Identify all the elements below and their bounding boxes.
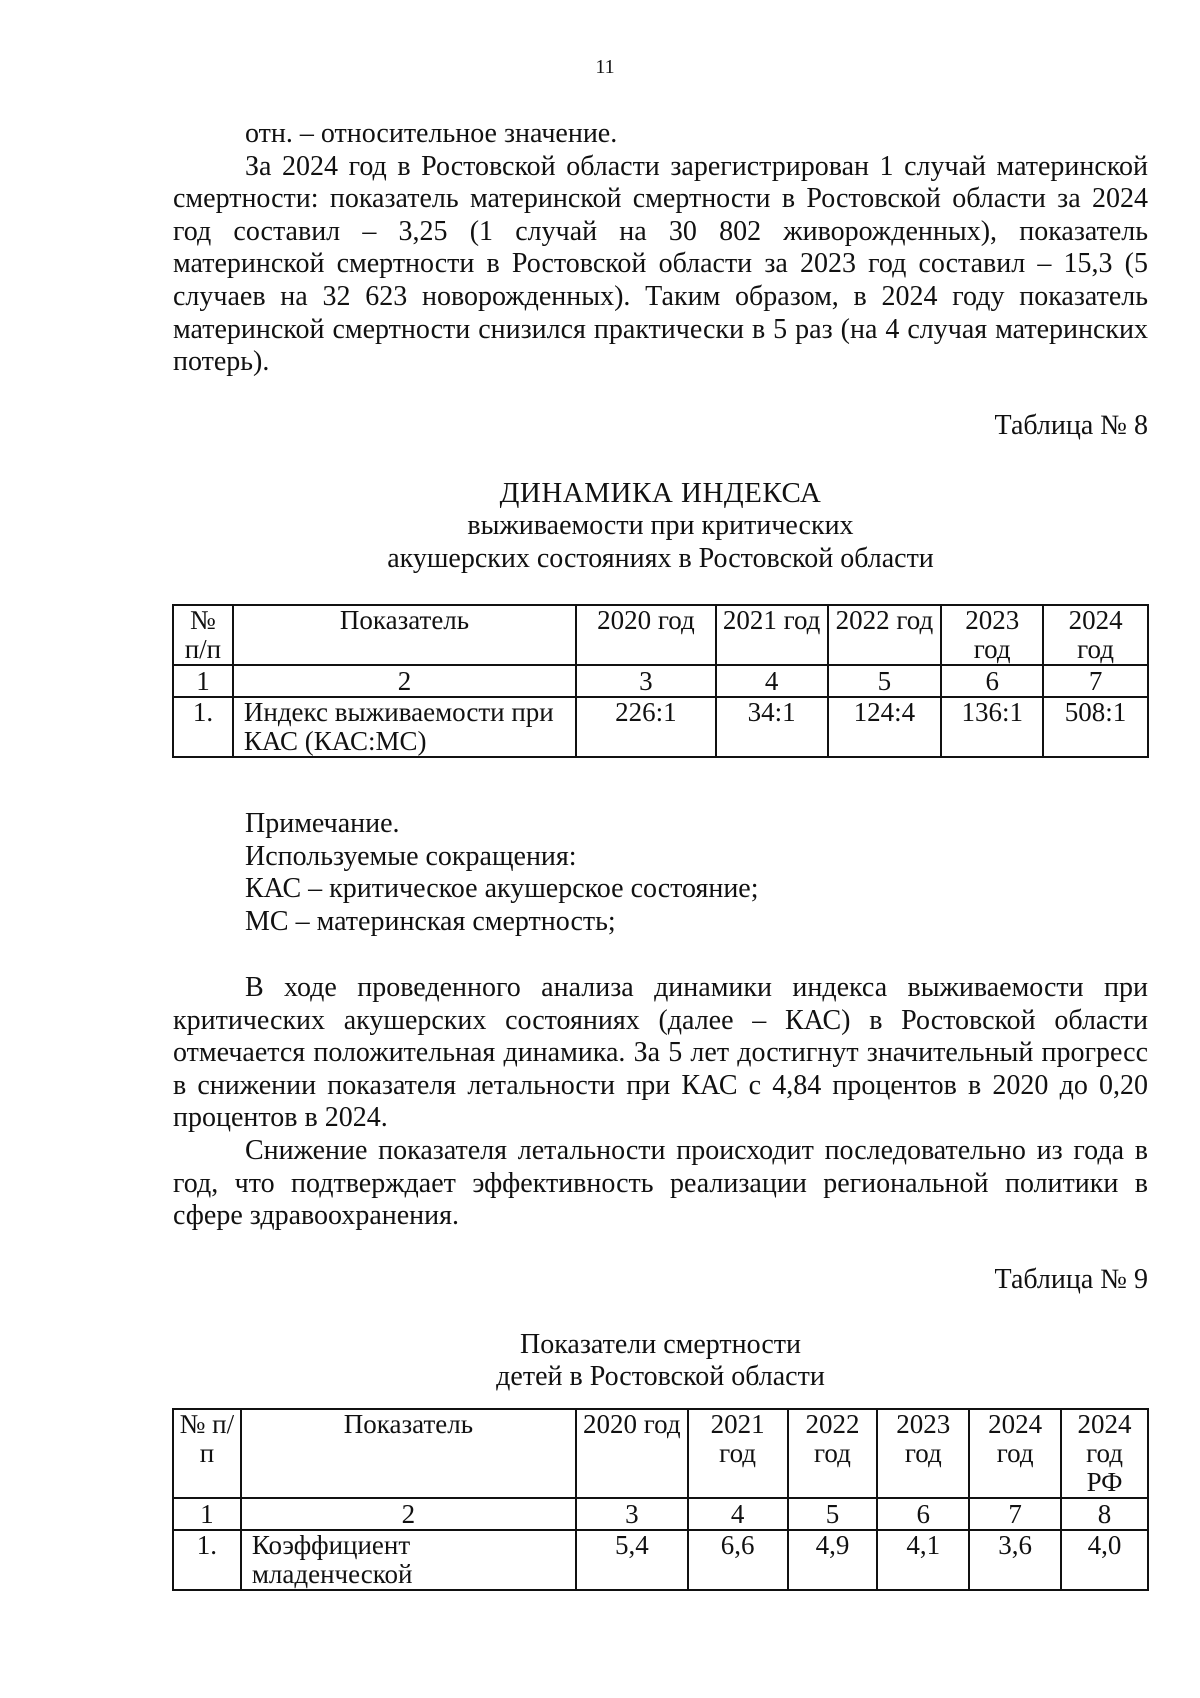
table9-title: Показатели смертности bbox=[520, 1328, 801, 1360]
table9-index-row-cell-6: 6 bbox=[877, 1498, 969, 1530]
table9-subtitle: детей в Ростовской области bbox=[496, 1361, 825, 1393]
table8-index-row-cell-1: 1 bbox=[173, 665, 233, 697]
table9-data-row-1-cell-8: 4,0 bbox=[1061, 1530, 1148, 1590]
table8-number: Таблица № 8 bbox=[994, 410, 1148, 441]
table8-title bbox=[173, 477, 1148, 511]
table9-data-row-1-cell-5: 4,9 bbox=[788, 1530, 878, 1590]
table9-header-row-cell-4: 2021 год bbox=[688, 1409, 788, 1498]
table9-header-row bbox=[173, 1409, 1148, 1498]
table8-index-row-cell-6: 6 bbox=[941, 665, 1043, 697]
table8-index-row bbox=[173, 665, 1148, 697]
table9-data-row-1-cell-7: 3,6 bbox=[969, 1530, 1061, 1590]
table8-header-row bbox=[173, 605, 1148, 665]
table8-header-row-cell-6: 2023 год bbox=[941, 605, 1043, 665]
table9 bbox=[172, 1408, 1149, 1591]
paragraph-maternal-mortality: За 2024 год в Ростовской области зарегистрирован 1 случай материнской смертности: показатель материнской смертности в Ростовской области за 2024 год составил – 3,25 (1 случай на 30 802 живорожденных), показатель материнской смертности в Ростовской области за 2023 год составил – 15,3 (5 случаев на 32 623 новорожденных). Таким образом, в 2024 году показатель материнской смертности снизился практически в 5 раз (на 4 случая материнских потерь). bbox=[173, 150, 1148, 378]
table9-index-row-cell-4: 4 bbox=[688, 1498, 788, 1530]
table8-header-row-cell-4: 2021 год bbox=[716, 605, 828, 665]
table9-data-row-1-cell-4: 6,6 bbox=[688, 1530, 788, 1590]
table8-data-row-1-cell-5: 124:4 bbox=[828, 697, 942, 757]
table8-data-row-1-cell-6: 136:1 bbox=[941, 697, 1043, 757]
table9-index-row-cell-5: 5 bbox=[788, 1498, 878, 1530]
table9-data-row-1-cell-3: 5,4 bbox=[576, 1530, 688, 1590]
table9-index-row-cell-2: 2 bbox=[241, 1498, 576, 1530]
table9-data-row-1-cell-1: 1. bbox=[173, 1530, 241, 1590]
table9-header-row-cell-5: 2022 год bbox=[788, 1409, 878, 1498]
table9-header-row-cell-1: № п/п bbox=[173, 1409, 241, 1498]
table9-index-row-cell-8: 8 bbox=[1061, 1498, 1148, 1530]
table8-title-line1: ДИНАМИКА ИНДЕКСА bbox=[499, 476, 822, 509]
text-block-top bbox=[173, 118, 1148, 379]
table8-heading bbox=[173, 410, 1148, 575]
table9-header-row-cell-2: Показатель bbox=[241, 1409, 576, 1498]
notes-title: Примечание. bbox=[245, 808, 400, 839]
notes-item-kas: КАС – критическое акушерское состояние; bbox=[245, 873, 759, 905]
page-number: 11 bbox=[595, 56, 615, 78]
table8-header-row-cell-2: Показатель bbox=[233, 605, 576, 665]
notes-item-ms: МС – материнская смертность; bbox=[245, 905, 616, 937]
table8-subtitle-1: выживаемости при критических bbox=[467, 510, 854, 542]
table8-data-row-1-cell-3: 226:1 bbox=[576, 697, 716, 757]
paragraph-decrease: Снижение показателя летальности происходит последовательно из года в год, что подтверждает эффективность реализации региональной политики в сфере здравоохранения. bbox=[173, 1134, 1148, 1232]
table9-header-row-cell-8: 2024 год РФ bbox=[1061, 1409, 1148, 1498]
table8-index-row-cell-7: 7 bbox=[1043, 665, 1148, 697]
table8-data-row-1 bbox=[173, 697, 1148, 757]
table9-data-row-1-cell-6: 4,1 bbox=[877, 1530, 969, 1590]
table8-data-row-1-cell-1: 1. bbox=[173, 697, 233, 757]
table9-header-row-cell-6: 2023 год bbox=[877, 1409, 969, 1498]
table8-header-row-cell-3: 2020 год bbox=[576, 605, 716, 665]
notes-block bbox=[173, 808, 1148, 938]
table8-index-row-cell-2: 2 bbox=[233, 665, 576, 697]
table9-index-row-cell-3: 3 bbox=[576, 1498, 688, 1530]
table9-header-row-cell-7: 2024 год bbox=[969, 1409, 1061, 1498]
table8-header-row-cell-1: № п/п bbox=[173, 605, 233, 665]
table8-subtitle-2: акушерских состояниях в Ростовской области bbox=[387, 542, 934, 574]
text-block-analysis bbox=[173, 972, 1148, 1233]
table8-data-row-1-cell-7: 508:1 bbox=[1043, 697, 1148, 757]
table8-index-row-cell-4: 4 bbox=[716, 665, 828, 697]
table9-header-row-cell-3: 2020 год bbox=[576, 1409, 688, 1498]
notes-abbr-title: Используемые сокращения: bbox=[245, 840, 577, 872]
table9-index-row-cell-7: 7 bbox=[969, 1498, 1061, 1530]
table9-index-row-cell-1: 1 bbox=[173, 1498, 241, 1530]
abbreviation-note: отн. – относительное значение. bbox=[245, 118, 618, 149]
table8-header-row-cell-5: 2022 год bbox=[828, 605, 942, 665]
table9-data-row-1-cell-2: Коэффициент младенческой bbox=[241, 1530, 576, 1590]
table8-data-row-1-cell-2: Индекс выживаемости при КАС (КАС:МС) bbox=[233, 697, 576, 757]
table8 bbox=[172, 604, 1149, 758]
table8-index-row-cell-5: 5 bbox=[828, 665, 942, 697]
table9-data-row-1 bbox=[173, 1530, 1148, 1590]
table8-index-row-cell-3: 3 bbox=[576, 665, 716, 697]
table9-heading bbox=[173, 1264, 1148, 1394]
table9-index-row bbox=[173, 1498, 1148, 1530]
table8-header-row-cell-7: 2024 год bbox=[1043, 605, 1148, 665]
table9-number: Таблица № 9 bbox=[994, 1264, 1148, 1295]
paragraph-analysis: В ходе проведенного анализа динамики индекса выживаемости при критических акушерских состояниях (далее – КАС) в Ростовской области отмечается положительная динамика. За 5 лет достигнут значительный прогресс в снижении показателя летальности при КАС с 4,84 процентов в 2020 до 0,20 процентов в 2024. bbox=[173, 972, 1148, 1134]
table8-data-row-1-cell-4: 34:1 bbox=[716, 697, 828, 757]
